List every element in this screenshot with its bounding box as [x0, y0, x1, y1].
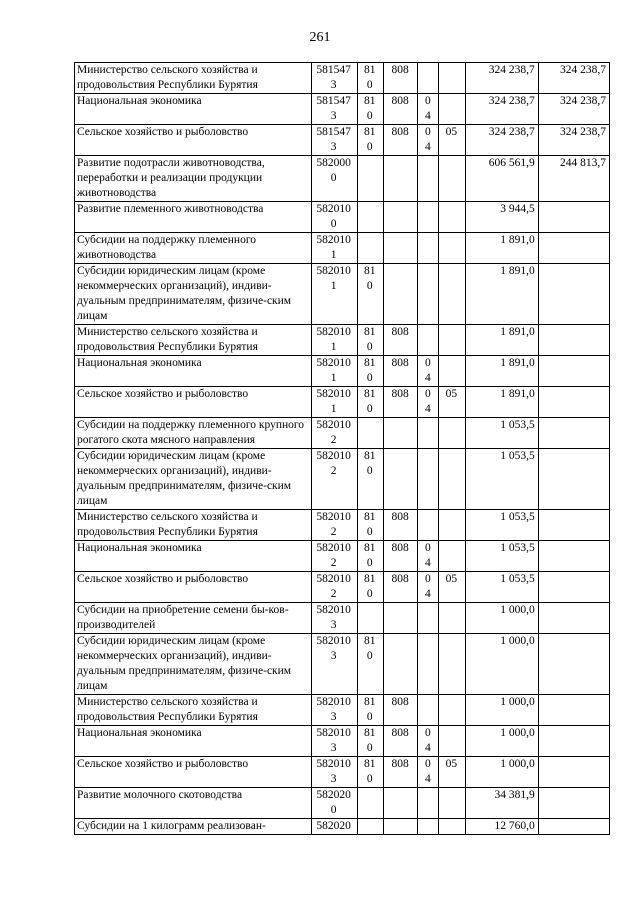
row-csr-cell: [311, 94, 357, 125]
row-csr-text: 5820101: [316, 265, 351, 292]
row-name-cell: Сельское хозяйство и рыболовство: [75, 757, 312, 788]
row-sum-2014-cell: 1 891,0: [465, 356, 538, 387]
row-rz-cell: [418, 356, 439, 387]
row-vr-cell: [357, 541, 383, 572]
row-sum-federal-cell: 324 238,7: [538, 63, 609, 94]
row-sum-2014-cell: 1 053,5: [465, 510, 538, 541]
row-sum-2014-cell: 1 000,0: [465, 603, 538, 634]
row-csr-cell: [311, 819, 357, 835]
row-rz-cell: [418, 202, 439, 233]
row-sum-federal-cell: [538, 788, 609, 819]
row-csr-cell: [311, 418, 357, 449]
row-sum-2014-cell: 1 053,5: [465, 572, 538, 603]
row-rz-cell: [418, 325, 439, 356]
row-sum-federal-cell: [538, 510, 609, 541]
row-pr-cell: [439, 603, 465, 634]
row-pr-cell: [439, 418, 465, 449]
row-rz-cell: [418, 510, 439, 541]
table-row: [75, 356, 610, 387]
row-name-cell: Министерство сельского хозяйства и продовольствия Республики Бурятия: [75, 695, 312, 726]
row-pr-cell: [439, 156, 465, 202]
row-vr-text: 810: [364, 265, 376, 292]
row-name-cell: Национальная экономика: [75, 356, 312, 387]
row-grbs-cell: 808: [383, 541, 418, 572]
row-grbs-cell: 808: [383, 125, 418, 156]
row-rz-text: 04: [424, 542, 431, 569]
row-vr-cell: [357, 94, 383, 125]
row-sum-2014-cell: 12 760,0: [465, 819, 538, 835]
row-csr-text: 5820200: [316, 789, 351, 816]
row-name-cell: Национальная экономика: [75, 541, 312, 572]
row-vr-text: 810: [364, 64, 376, 91]
row-pr-cell: 05: [439, 572, 465, 603]
table-row: [75, 541, 610, 572]
row-pr-cell: 05: [439, 757, 465, 788]
row-csr-cell: [311, 125, 357, 156]
row-pr-cell: [439, 233, 465, 264]
row-vr-cell: [357, 603, 383, 634]
row-pr-cell: [439, 264, 465, 325]
row-csr-text: 5820103: [316, 758, 351, 785]
row-grbs-cell: 808: [383, 510, 418, 541]
row-grbs-cell: 808: [383, 572, 418, 603]
row-csr-cell: [311, 325, 357, 356]
row-rz-cell: [418, 387, 439, 418]
row-pr-cell: [439, 449, 465, 510]
table-row: [75, 572, 610, 603]
row-rz-text: 04: [424, 126, 431, 153]
row-grbs-cell: [383, 233, 418, 264]
row-sum-federal-cell: 324 238,7: [538, 125, 609, 156]
row-csr-cell: [311, 156, 357, 202]
row-sum-2014-cell: 34 381,9: [465, 788, 538, 819]
budget-table: [74, 62, 610, 835]
row-sum-federal-cell: [538, 757, 609, 788]
budget-table-body: [75, 63, 610, 835]
row-sum-2014-cell: 1 000,0: [465, 634, 538, 695]
row-sum-2014-cell: 1 000,0: [465, 695, 538, 726]
row-vr-cell: [357, 819, 383, 835]
row-csr-text: 5820102: [316, 542, 351, 569]
row-pr-cell: [439, 634, 465, 695]
table-row: [75, 63, 610, 94]
row-grbs-cell: [383, 418, 418, 449]
row-sum-federal-cell: 244 813,7: [538, 156, 609, 202]
row-pr-cell: [439, 325, 465, 356]
table-row: [75, 387, 610, 418]
row-sum-2014-cell: 1 891,0: [465, 233, 538, 264]
row-csr-cell: [311, 726, 357, 757]
row-name-cell: Национальная экономика: [75, 94, 312, 125]
row-csr-text: 5820102: [316, 573, 351, 600]
table-row: [75, 757, 610, 788]
row-grbs-cell: [383, 202, 418, 233]
row-vr-cell: [357, 510, 383, 541]
row-rz-cell: [418, 94, 439, 125]
row-grbs-cell: [383, 634, 418, 695]
row-vr-cell: [357, 125, 383, 156]
row-csr-cell: [311, 449, 357, 510]
row-name-cell: Сельское хозяйство и рыболовство: [75, 572, 312, 603]
row-csr-text: 5820101: [316, 326, 351, 353]
row-csr-cell: [311, 603, 357, 634]
table-row: [75, 603, 610, 634]
table-row: [75, 156, 610, 202]
table-row: [75, 233, 610, 264]
row-grbs-cell: [383, 819, 418, 835]
row-sum-federal-cell: [538, 634, 609, 695]
table-row: [75, 695, 610, 726]
row-name-cell: Министерство сельского хозяйства и продовольствия Республики Бурятия: [75, 510, 312, 541]
row-name-cell: Субсидии на 1 килограмм реализован-: [75, 819, 312, 835]
row-sum-2014-cell: 1 891,0: [465, 264, 538, 325]
row-pr-cell: [439, 819, 465, 835]
row-sum-federal-cell: [538, 356, 609, 387]
row-pr-cell: [439, 695, 465, 726]
page-number: 261: [309, 30, 331, 45]
row-name-cell: Субсидии юридическим лицам (кроме некоммерческих организаций), индиви-дуальным предпринимателям, физиче-ским лицам: [75, 449, 312, 510]
table-row: [75, 325, 610, 356]
row-vr-text: 810: [364, 573, 376, 600]
row-name-cell: Министерство сельского хозяйства и продовольствия Республики Бурятия: [75, 63, 312, 94]
row-sum-2014-cell: 324 238,7: [465, 94, 538, 125]
row-vr-text: 810: [364, 326, 376, 353]
row-vr-text: 810: [364, 357, 376, 384]
row-csr-text: 5815473: [316, 64, 351, 91]
row-vr-cell: [357, 788, 383, 819]
row-pr-cell: [439, 202, 465, 233]
row-csr-cell: [311, 264, 357, 325]
row-sum-federal-cell: [538, 264, 609, 325]
row-sum-federal-cell: [538, 449, 609, 510]
row-vr-cell: [357, 726, 383, 757]
row-name-cell: Субсидии на приобретение семени бы-ков-производителей: [75, 603, 312, 634]
row-csr-text: 5815473: [316, 95, 351, 122]
row-sum-2014-cell: 3 944,5: [465, 202, 538, 233]
row-csr-cell: [311, 202, 357, 233]
row-rz-cell: [418, 819, 439, 835]
row-grbs-cell: [383, 264, 418, 325]
row-rz-cell: [418, 695, 439, 726]
row-csr-text: 5820102: [316, 419, 351, 446]
row-grbs-cell: 808: [383, 63, 418, 94]
row-sum-federal-cell: [538, 233, 609, 264]
row-sum-2014-cell: 324 238,7: [465, 63, 538, 94]
table-row: [75, 819, 610, 835]
row-name-cell: Субсидии на поддержку племенного животноводства: [75, 233, 312, 264]
row-vr-cell: [357, 325, 383, 356]
row-sum-2014-cell: 606 561,9: [465, 156, 538, 202]
row-pr-cell: 05: [439, 387, 465, 418]
row-vr-cell: [357, 572, 383, 603]
row-sum-federal-cell: [538, 726, 609, 757]
row-rz-cell: [418, 449, 439, 510]
row-grbs-cell: 808: [383, 356, 418, 387]
table-row: [75, 788, 610, 819]
row-grbs-cell: [383, 449, 418, 510]
row-rz-cell: [418, 233, 439, 264]
row-csr-text: 5820102: [316, 450, 351, 477]
row-csr-cell: [311, 387, 357, 418]
row-csr-cell: [311, 541, 357, 572]
row-rz-cell: [418, 156, 439, 202]
row-grbs-cell: 808: [383, 726, 418, 757]
row-sum-federal-cell: [538, 695, 609, 726]
row-csr-cell: [311, 63, 357, 94]
row-vr-text: 810: [364, 542, 376, 569]
row-grbs-cell: [383, 603, 418, 634]
row-rz-text: 04: [424, 357, 431, 384]
row-rz-cell: [418, 603, 439, 634]
row-csr-cell: [311, 233, 357, 264]
row-csr-text: 5820101: [316, 388, 351, 415]
row-csr-cell: [311, 695, 357, 726]
row-sum-2014-cell: 324 238,7: [465, 125, 538, 156]
row-rz-cell: [418, 541, 439, 572]
table-row: [75, 125, 610, 156]
row-sum-federal-cell: [538, 325, 609, 356]
row-vr-text: 810: [364, 758, 376, 785]
row-csr-text: 5820103: [316, 635, 351, 662]
row-vr-text: 810: [364, 126, 376, 153]
row-vr-cell: [357, 233, 383, 264]
row-name-cell: Развитие племенного животноводства: [75, 202, 312, 233]
row-csr-text: 5820000: [316, 157, 351, 184]
row-rz-cell: [418, 264, 439, 325]
row-rz-cell: [418, 572, 439, 603]
table-row: [75, 634, 610, 695]
row-csr-text: 5820101: [316, 234, 351, 261]
row-vr-cell: [357, 757, 383, 788]
row-vr-cell: [357, 356, 383, 387]
table-row: [75, 94, 610, 125]
row-csr-text: 5820101: [316, 357, 351, 384]
row-name-cell: Развитие молочного скотоводства: [75, 788, 312, 819]
row-vr-cell: [357, 156, 383, 202]
row-name-cell: Министерство сельского хозяйства и продовольствия Республики Бурятия: [75, 325, 312, 356]
row-grbs-cell: [383, 788, 418, 819]
row-csr-cell: [311, 572, 357, 603]
row-sum-2014-cell: 1 000,0: [465, 757, 538, 788]
row-grbs-cell: 808: [383, 94, 418, 125]
row-sum-federal-cell: [538, 418, 609, 449]
row-name-cell: Субсидии юридическим лицам (кроме некоммерческих организаций), индиви-дуальным предпринимателям, физиче-ским лицам: [75, 634, 312, 695]
row-sum-2014-cell: 1 891,0: [465, 387, 538, 418]
table-row: [75, 449, 610, 510]
row-csr-cell: [311, 788, 357, 819]
row-pr-cell: [439, 63, 465, 94]
row-rz-text: 04: [424, 727, 431, 754]
row-rz-cell: [418, 125, 439, 156]
table-row: [75, 726, 610, 757]
row-sum-federal-cell: [538, 202, 609, 233]
row-rz-text: 04: [424, 95, 431, 122]
row-vr-cell: [357, 63, 383, 94]
row-csr-text: 5820103: [316, 604, 351, 631]
table-row: [75, 264, 610, 325]
row-name-cell: Субсидии юридическим лицам (кроме некоммерческих организаций), индиви-дуальным предпринимателям, физиче-ским лицам: [75, 264, 312, 325]
row-rz-cell: [418, 63, 439, 94]
row-grbs-cell: [383, 156, 418, 202]
row-pr-cell: [439, 726, 465, 757]
row-grbs-cell: 808: [383, 757, 418, 788]
row-pr-cell: [439, 94, 465, 125]
row-csr-text: 5820102: [316, 511, 351, 538]
row-pr-cell: [439, 510, 465, 541]
row-vr-text: 810: [364, 511, 376, 538]
row-sum-2014-cell: 1 000,0: [465, 726, 538, 757]
row-vr-text: 810: [364, 388, 376, 415]
row-pr-cell: [439, 356, 465, 387]
row-name-cell: Субсидии на поддержку племенного крупного рогатого скота мясного направления: [75, 418, 312, 449]
row-grbs-cell: 808: [383, 325, 418, 356]
row-sum-federal-cell: [538, 819, 609, 835]
row-rz-cell: [418, 418, 439, 449]
row-vr-text: 810: [364, 95, 376, 122]
row-sum-2014-cell: 1 053,5: [465, 418, 538, 449]
row-csr-cell: [311, 356, 357, 387]
row-vr-text: 810: [364, 696, 376, 723]
row-vr-cell: [357, 449, 383, 510]
row-csr-text: 5815473: [316, 126, 351, 153]
row-rz-cell: [418, 634, 439, 695]
row-name-cell: Национальная экономика: [75, 726, 312, 757]
row-vr-text: 810: [364, 635, 376, 662]
row-rz-text: 04: [424, 388, 431, 415]
row-rz-cell: [418, 757, 439, 788]
row-vr-text: 810: [364, 450, 376, 477]
row-rz-text: 04: [424, 758, 431, 785]
row-vr-cell: [357, 264, 383, 325]
row-sum-federal-cell: [538, 541, 609, 572]
row-csr-text: 5820103: [316, 696, 351, 723]
row-csr-cell: [311, 510, 357, 541]
row-csr-text: 5820103: [316, 727, 351, 754]
row-name-cell: Сельское хозяйство и рыболовство: [75, 125, 312, 156]
row-rz-text: 04: [424, 573, 431, 600]
row-vr-cell: [357, 634, 383, 695]
row-csr-text: 582020: [316, 820, 351, 832]
row-vr-cell: [357, 202, 383, 233]
row-sum-federal-cell: [538, 572, 609, 603]
row-csr-cell: [311, 634, 357, 695]
row-pr-cell: [439, 541, 465, 572]
row-sum-federal-cell: 324 238,7: [538, 94, 609, 125]
row-vr-text: 810: [364, 727, 376, 754]
row-name-cell: Сельское хозяйство и рыболовство: [75, 387, 312, 418]
row-name-cell: Развитие подотрасли животноводства, переработки и реализации продукции животноводства: [75, 156, 312, 202]
row-sum-2014-cell: 1 053,5: [465, 541, 538, 572]
table-row: [75, 418, 610, 449]
table-row: [75, 202, 610, 233]
row-grbs-cell: 808: [383, 387, 418, 418]
row-vr-cell: [357, 695, 383, 726]
row-grbs-cell: 808: [383, 695, 418, 726]
row-pr-cell: 05: [439, 125, 465, 156]
row-rz-cell: [418, 726, 439, 757]
row-vr-cell: [357, 387, 383, 418]
row-sum-2014-cell: 1 053,5: [465, 449, 538, 510]
row-vr-cell: [357, 418, 383, 449]
row-rz-cell: [418, 788, 439, 819]
row-pr-cell: [439, 788, 465, 819]
row-csr-cell: [311, 757, 357, 788]
row-sum-2014-cell: 1 891,0: [465, 325, 538, 356]
row-csr-text: 5820100: [316, 203, 351, 230]
row-sum-federal-cell: [538, 387, 609, 418]
table-row: [75, 510, 610, 541]
row-sum-federal-cell: [538, 603, 609, 634]
